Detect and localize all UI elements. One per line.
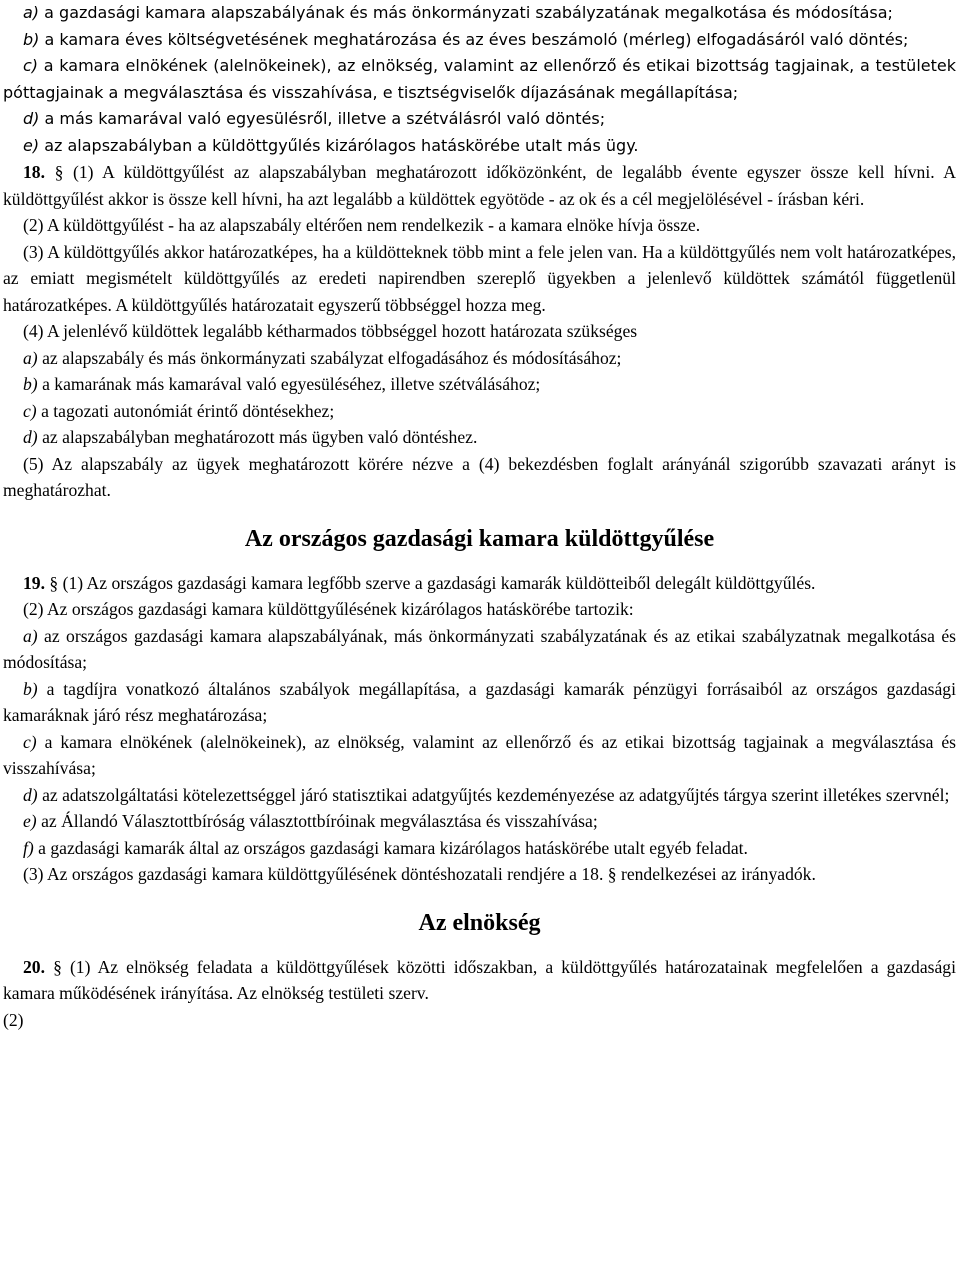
section-18 — [3, 159, 956, 504]
list-item: b) a kamarának más kamarával való egyesüléséhez, illetve szétválásához; — [23, 374, 541, 394]
list-item: e) az alapszabályban a küldöttgyűlés kizárólagos hatáskörébe utalt más ügy. — [23, 135, 639, 155]
list-item: c) a tagozati autonómiát érintő döntésekhez; — [23, 400, 335, 421]
list-item: a) az alapszabály és más önkormányzati szabályzat elfogadásához és módosításához; — [23, 347, 622, 368]
paragraph: (2) — [3, 1009, 24, 1030]
section-heading: Az országos gazdasági kamara küldöttgyűlése — [244, 525, 715, 552]
section-sign: § — [49, 572, 59, 593]
list-item: f) a gazdasági kamarák által az országos gazdasági kamara kizárólagos hatáskörébe utalt egyéb feladat. — [23, 837, 748, 858]
list-item: c) a kamara elnökének (alelnökeinek), az elnökség, valamint az ellenőrző és etikai bizottság tagjainak, a testületek póttagjainak a megválasztása és visszahívása, e tisztségviselők díjazásának megállapítása; — [3, 56, 956, 102]
list-item: b) a tagdíjra vonatkozó általános szabályok megállapítása, a gazdasági kamarák pénzügyi forrásaiból az országos gazdasági kamaráknak járó rész meghatározása; — [3, 678, 956, 725]
section-number: 19. — [23, 572, 45, 593]
paragraph: (2) A küldöttgyűlést - ha az alapszabály eltérően nem rendelkezik - a kamara elnöke hívja össze. — [23, 215, 701, 235]
section-19 — [3, 570, 956, 888]
list-item: c) a kamara elnökének (alelnökeinek), az elnökség, valamint az ellenőrző és az etikai bizottság tagjainak a megválasztása és visszahívása; — [3, 731, 956, 778]
section-number: 18. — [23, 162, 45, 182]
paragraph: 18. § (1) A küldöttgyűlést az alapszabályban meghatározott időközönként, de legalább évente egyszer össze kell hívni. A küldöttgyűlést akkor is össze kell hívni, ha azt legalább a küldöttek egyötöde - az ok és a cél megjelölésével - írásban kéri. — [3, 162, 956, 209]
section-number: 20. — [23, 956, 45, 977]
list-item: d) az adatszolgáltatási kötelezettséggel járó statisztikai adatgyűjtés kezdeményezése az adatgyűjtés tárgya szerint illetékes szervnél; — [23, 784, 950, 805]
paragraph: (4) A jelenlévő küldöttek legalább kétharmados többséggel hozott határozata szükséges — [23, 321, 638, 341]
paragraph: (2) Az országos gazdasági kamara küldöttgyűlésének kizárólagos hatáskörébe tartozik: — [23, 599, 634, 619]
list-item: a) az országos gazdasági kamara alapszabályának, más önkormányzati szabályzatának és az etikai szabályzatnak megalkotása és módosítása; — [3, 625, 956, 672]
section17-list — [3, 0, 956, 159]
paragraph: (3) A küldöttgyűlés akkor határozatképes, ha a küldötteknek több mint a fele jelen van. Ha a küldöttgyűlés nem volt határozatképes, az emiatt megismételt küldöttgyűlés az eredeti napirendben szereplő ügyekben a jelenlevő küldöttek számától függetlenül határozatképes. A küldöttgyűlés határozatait egyszerű többséggel hozza meg. — [3, 241, 956, 315]
paragraph: 20. § (1) Az elnökség feladata a küldöttgyűlések közötti időszakban, a küldöttgyűlés határozatainak megfelelően a gazdasági kamara működésének irányítása. Az elnökség testületi szerv. — [3, 956, 956, 1003]
list-item: a) a gazdasági kamara alapszabályának és más önkormányzati szabályzatának megalkotása és módosítása; — [23, 3, 893, 22]
paragraph: 19. § (1) Az országos gazdasági kamara legfőbb szerve a gazdasági kamarák küldötteiből delegált küldöttgyűlés. — [23, 572, 816, 593]
list-item: e) az Állandó Választottbíróság választottbíróinak megválasztása és visszahívása; — [23, 811, 598, 831]
section-sign: § — [53, 956, 62, 977]
paragraph: (5) Az alapszabály az ügyek meghatározott körére nézve a (4) bekezdésben foglalt arányánál szigorúbb szavazati arányt is meghatározhat. — [3, 453, 956, 500]
list-item: d) a más kamarával való egyesülésről, illetve a szétválásról való döntés; — [23, 109, 606, 128]
list-item: b) a kamara éves költségvetésének meghatározása és az éves beszámoló (mérleg) elfogadásáról való döntés; — [23, 29, 909, 49]
section-20 — [3, 954, 956, 1034]
list-item: d) az alapszabályban meghatározott más ügyben való döntéshez. — [23, 427, 478, 447]
section-sign: § — [54, 162, 64, 182]
section-heading: Az elnökség — [418, 909, 541, 936]
paragraph: (3) Az országos gazdasági kamara küldöttgyűlésének döntéshozatali rendjére a 18. § rendelkezései az irányadók. — [23, 864, 816, 884]
